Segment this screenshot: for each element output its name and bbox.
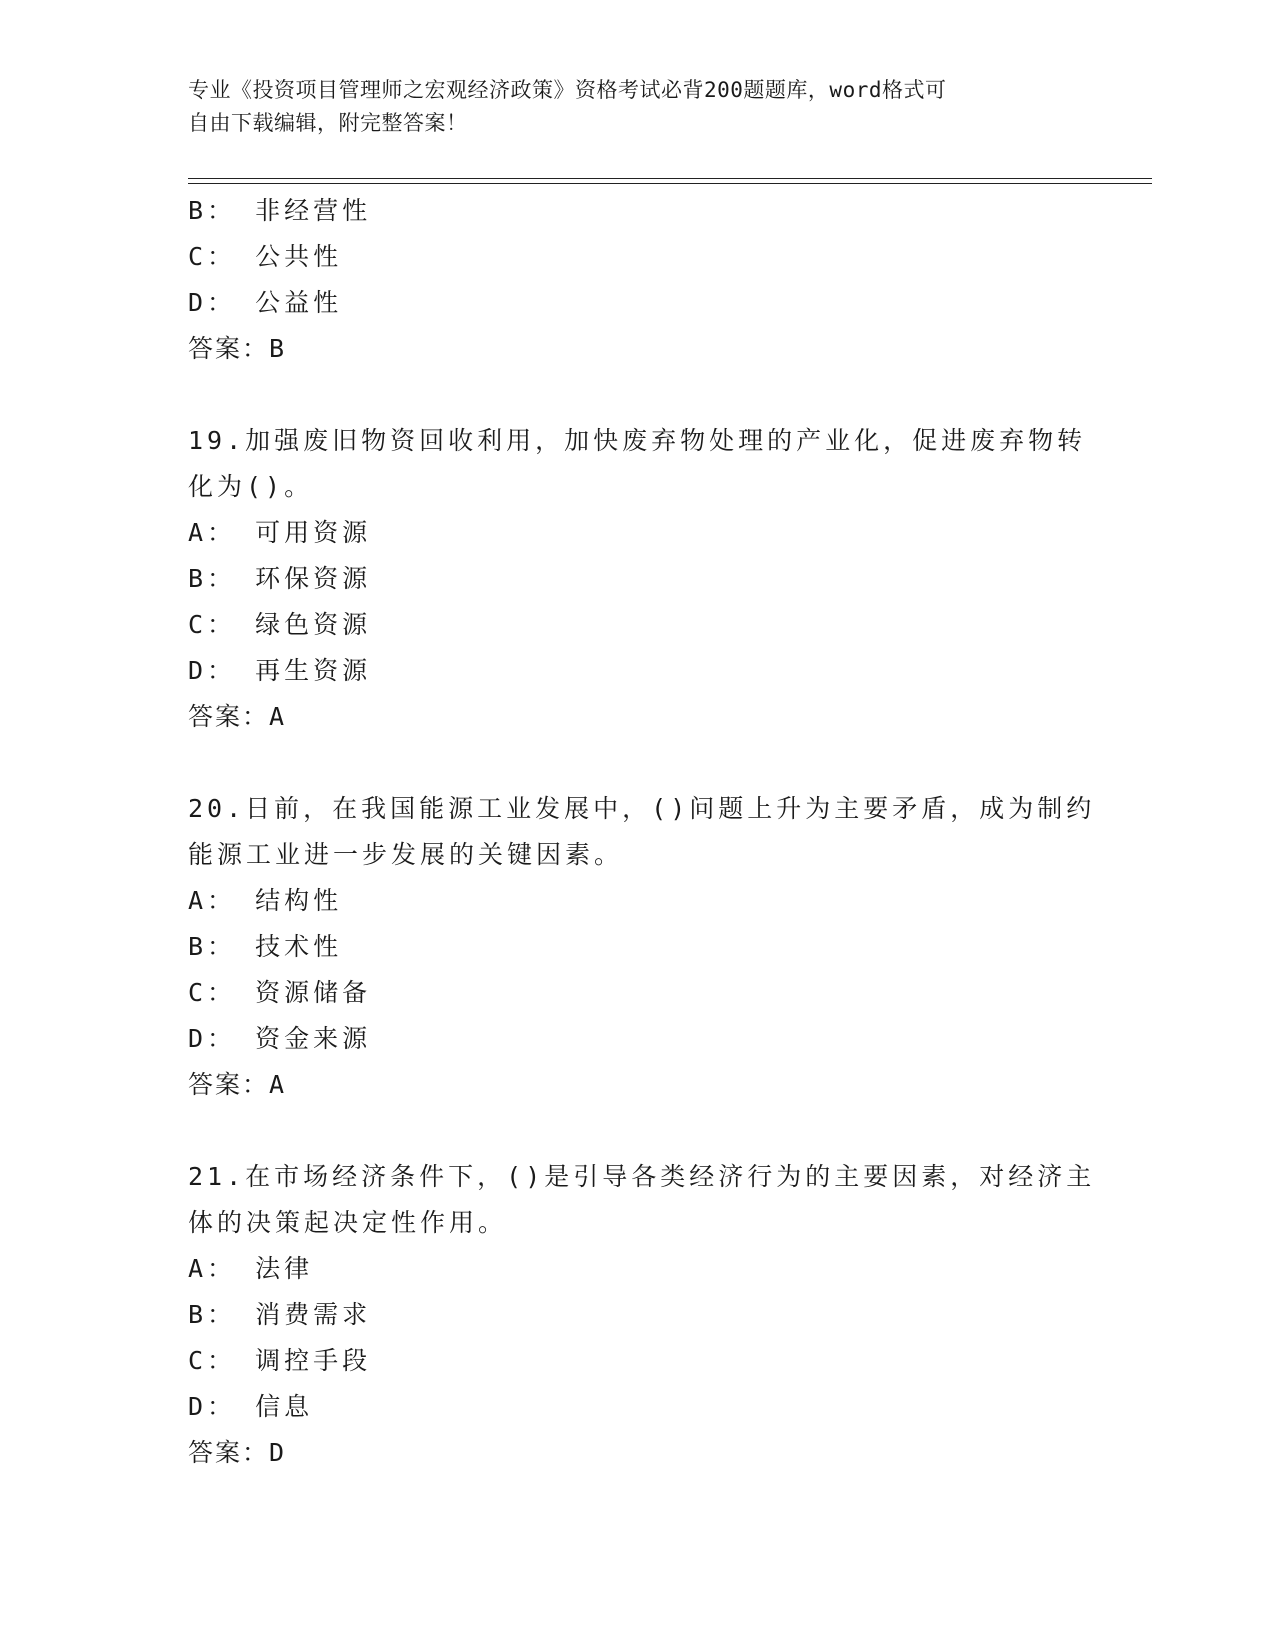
option-b: B： 环保资源 — [188, 564, 372, 593]
question-18-partial — [188, 188, 1088, 372]
option-c: C： 调控手段 — [188, 1346, 372, 1375]
question-20 — [188, 786, 1096, 1108]
question-text-line: 能源工业进一步发展的关键因素。 — [188, 840, 624, 869]
option-b: B： 非经营性 — [188, 196, 372, 225]
option-d: D： 再生资源 — [188, 656, 372, 685]
question-text-line: 21.在市场经济条件下，()是引导各类经济行为的主要因素，对经济主 — [188, 1162, 1096, 1191]
header-line-1: 专业《投资项目管理师之宏观经济政策》资格考试必背200题题库，word格式可 — [188, 78, 947, 102]
option-b: B： 技术性 — [188, 932, 343, 961]
answer-line: 答案：D — [188, 1438, 287, 1467]
option-a: A： 法律 — [188, 1254, 314, 1283]
question-list — [188, 188, 1096, 1476]
option-a: A： 可用资源 — [188, 518, 372, 547]
question-text-line: 体的决策起决定性作用。 — [188, 1208, 508, 1237]
header-divider-top — [188, 178, 1152, 179]
question-21 — [188, 1154, 1096, 1476]
option-d: D： 信息 — [188, 1392, 314, 1421]
document-header — [188, 74, 1088, 140]
header-line-2: 自由下载编辑，附完整答案！ — [188, 111, 468, 135]
option-d: D： 资金来源 — [188, 1024, 372, 1053]
answer-line: 答案：A — [188, 1070, 287, 1099]
option-c: C： 资源储备 — [188, 978, 372, 1007]
question-19 — [188, 418, 1088, 740]
answer-line: 答案：B — [188, 334, 287, 363]
header-divider-bottom — [188, 183, 1152, 184]
question-text-line: 19.加强废旧物资回收利用，加快废弃物处理的产业化，促进废弃物转 — [188, 426, 1087, 455]
option-c: C： 公共性 — [188, 242, 343, 271]
option-b: B： 消费需求 — [188, 1300, 372, 1329]
option-d: D： 公益性 — [188, 288, 343, 317]
question-text-line: 化为()。 — [188, 472, 314, 501]
question-text-line: 20.日前，在我国能源工业发展中，()问题上升为主要矛盾，成为制约 — [188, 794, 1096, 823]
option-a: A： 结构性 — [188, 886, 343, 915]
answer-line: 答案：A — [188, 702, 287, 731]
option-c: C： 绿色资源 — [188, 610, 372, 639]
